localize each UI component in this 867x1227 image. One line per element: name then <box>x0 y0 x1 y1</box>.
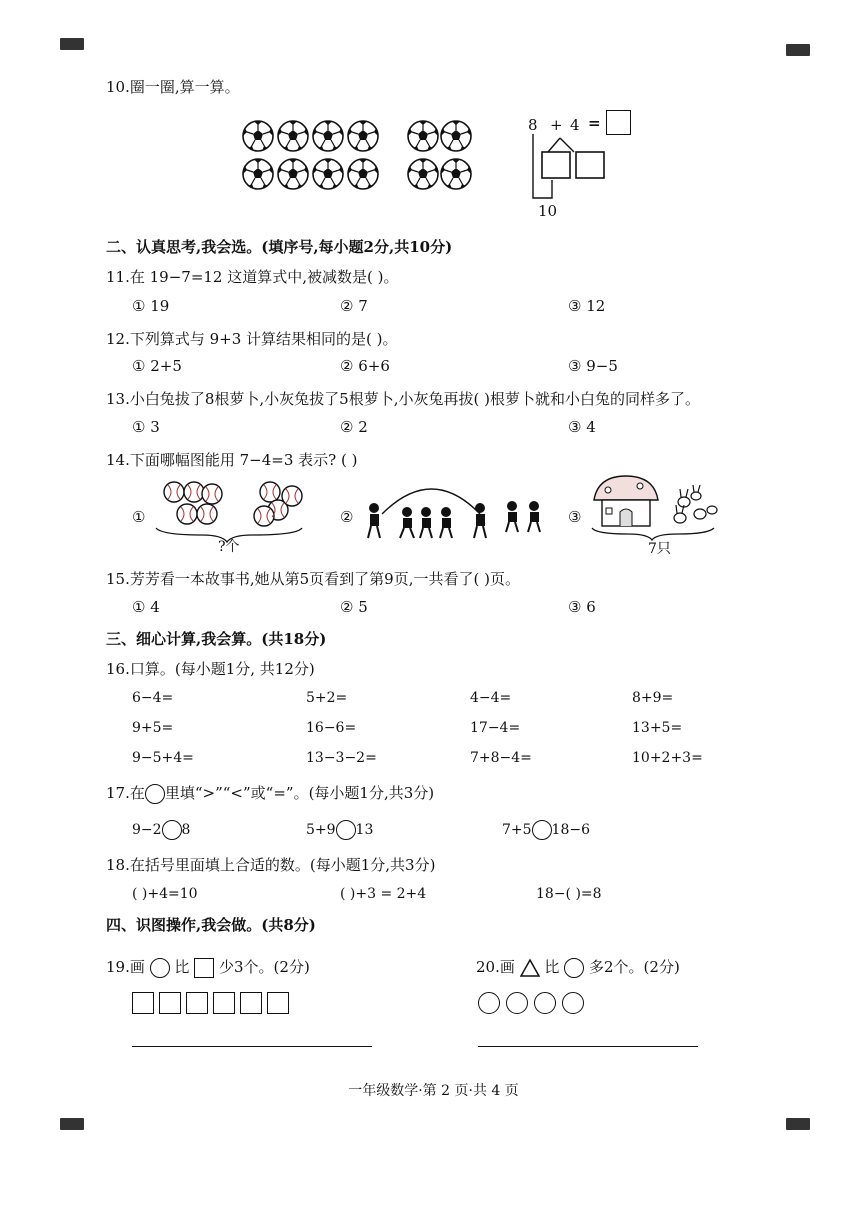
calc-item[interactable]: 10+2+3= <box>632 750 703 766</box>
circle-icon <box>478 992 500 1014</box>
compare-left: 9−2 <box>132 822 162 838</box>
compare-circle-input[interactable] <box>532 820 552 840</box>
calc-item[interactable]: 8+9= <box>632 690 674 706</box>
q15-option-1[interactable]: ① 4 <box>132 598 160 616</box>
q20-answer-line[interactable] <box>478 1046 698 1047</box>
square-icon <box>159 992 181 1014</box>
triangle-icon <box>520 958 540 978</box>
circle-icon <box>145 784 165 804</box>
compare-item <box>306 820 373 840</box>
calc-item[interactable]: 7+8−4= <box>470 750 532 766</box>
q20-suffix: 多2个。(2分) <box>589 958 680 976</box>
question-12: 12.下列算式与 9+3 计算结果相同的是( )。 <box>106 330 398 348</box>
question-18: 18.在括号里面填上合适的数。(每小题1分,共3分) <box>106 856 436 874</box>
compare-item <box>132 820 190 840</box>
registration-mark-top-right <box>786 44 810 56</box>
section-4-title: 四、识图操作,我会做。(共8分) <box>106 916 316 934</box>
square-icon <box>186 992 208 1014</box>
registration-mark-bottom-left <box>60 1118 84 1130</box>
section-3-title: 三、细心计算,我会算。(共18分) <box>106 630 327 648</box>
question-19 <box>106 956 310 978</box>
q14-label-question-count: ?个 <box>218 539 240 555</box>
q11-option-3[interactable]: ③ 12 <box>568 297 606 315</box>
compare-left: 7+5 <box>502 822 532 838</box>
fill-blank-item[interactable]: 18−( )=8 <box>536 886 602 902</box>
answer-box[interactable] <box>606 110 631 135</box>
q13-option-1[interactable]: ① 3 <box>132 418 160 436</box>
square-icon <box>132 992 154 1014</box>
ten-label: 10 <box>538 202 558 220</box>
q14-option-2[interactable]: ② <box>340 508 354 526</box>
q20-compare-word: 比 <box>544 958 560 976</box>
compare-item <box>502 820 590 840</box>
square-icon <box>240 992 262 1014</box>
q14-option-3[interactable]: ③ <box>568 508 582 526</box>
calc-item[interactable]: 4−4= <box>470 690 512 706</box>
q17-suffix: 里填“>”“<”或“=”。(每小题1分,共3分) <box>164 784 435 802</box>
calc-item[interactable]: 16−6= <box>306 720 357 736</box>
circle-icon <box>150 958 170 978</box>
equation-plus: + <box>550 116 563 134</box>
q20-prefix: 20.画 <box>476 958 515 976</box>
squares-row <box>132 992 294 1014</box>
compare-right: 8 <box>181 822 191 838</box>
q11-option-2[interactable]: ② 7 <box>340 297 368 315</box>
registration-mark-top-left <box>60 38 84 50</box>
question-10: 10.圈一圈,算一算。 <box>106 78 240 96</box>
compare-right: 18−6 <box>551 822 590 838</box>
page-footer: 一年级数学·第 2 页·共 4 页 <box>348 1083 519 1099</box>
q12-option-2[interactable]: ② 6+6 <box>340 357 390 375</box>
registration-mark-bottom-right <box>786 1118 810 1130</box>
calc-item[interactable]: 17−4= <box>470 720 521 736</box>
compare-circle-input[interactable] <box>162 820 182 840</box>
calc-item[interactable]: 13+5= <box>632 720 683 736</box>
square-icon <box>213 992 235 1014</box>
calc-item[interactable]: 13−3−2= <box>306 750 377 766</box>
q11-option-1[interactable]: ① 19 <box>132 297 170 315</box>
question-17 <box>106 782 434 804</box>
compare-circle-input[interactable] <box>336 820 356 840</box>
q15-option-3[interactable]: ③ 6 <box>568 598 596 616</box>
q19-prefix: 19.画 <box>106 958 145 976</box>
circles-row <box>478 992 590 1014</box>
calc-item[interactable]: 9+5= <box>132 720 174 736</box>
q15-option-2[interactable]: ② 5 <box>340 598 368 616</box>
q12-option-3[interactable]: ③ 9−5 <box>568 357 618 375</box>
square-icon <box>267 992 289 1014</box>
question-11: 11.在 19−7=12 这道算式中,被减数是( )。 <box>106 268 399 286</box>
question-15: 15.芳芳看一本故事书,她从第5页看到了第9页,一共看了( )页。 <box>106 570 520 588</box>
q14-label-seven: 7只 <box>648 541 671 557</box>
compare-right: 13 <box>355 822 374 838</box>
calc-item[interactable]: 5+2= <box>306 690 348 706</box>
equation-equals: = <box>588 114 601 132</box>
fill-blank-item[interactable]: ( )+3 = 2+4 <box>340 886 427 902</box>
q13-option-2[interactable]: ② 2 <box>340 418 368 436</box>
compare-left: 5+9 <box>306 822 336 838</box>
circle-icon <box>534 992 556 1014</box>
question-16: 16.口算。(每小题1分, 共12分) <box>106 660 315 678</box>
calc-item[interactable]: 9−5+4= <box>132 750 194 766</box>
q13-option-3[interactable]: ③ 4 <box>568 418 596 436</box>
question-14: 14.下面哪幅图能用 7−4=3 表示? ( ) <box>106 451 358 469</box>
equation-right-operand: 4 <box>570 116 580 134</box>
q19-compare-word: 比 <box>174 958 190 976</box>
calc-item[interactable]: 6−4= <box>132 690 174 706</box>
q17-prefix: 17.在 <box>106 784 145 802</box>
equation-left-operand: 8 <box>528 116 538 134</box>
fill-blank-item[interactable]: ( )+4=10 <box>132 886 198 902</box>
circle-icon <box>562 992 584 1014</box>
q19-suffix: 少3个。(2分) <box>219 958 310 976</box>
mushroom-house-rabbits-illustration <box>588 472 738 542</box>
soccer-balls-illustration <box>240 118 480 198</box>
question-20 <box>476 956 680 978</box>
circle-icon <box>564 958 584 978</box>
q12-option-1[interactable]: ① 2+5 <box>132 357 182 375</box>
square-icon <box>194 958 214 978</box>
question-13: 13.小白兔拔了8根萝卜,小灰兔拔了5根萝卜,小灰兔再拔( )根萝卜就和小白兔的同样多了。 <box>106 390 700 408</box>
section-2-title: 二、认真思考,我会选。(填序号,每小题2分,共10分) <box>106 238 453 256</box>
q14-option-1[interactable]: ① <box>132 508 146 526</box>
q19-answer-line[interactable] <box>132 1046 372 1047</box>
jump-rope-illustration <box>362 474 562 544</box>
circle-icon <box>506 992 528 1014</box>
